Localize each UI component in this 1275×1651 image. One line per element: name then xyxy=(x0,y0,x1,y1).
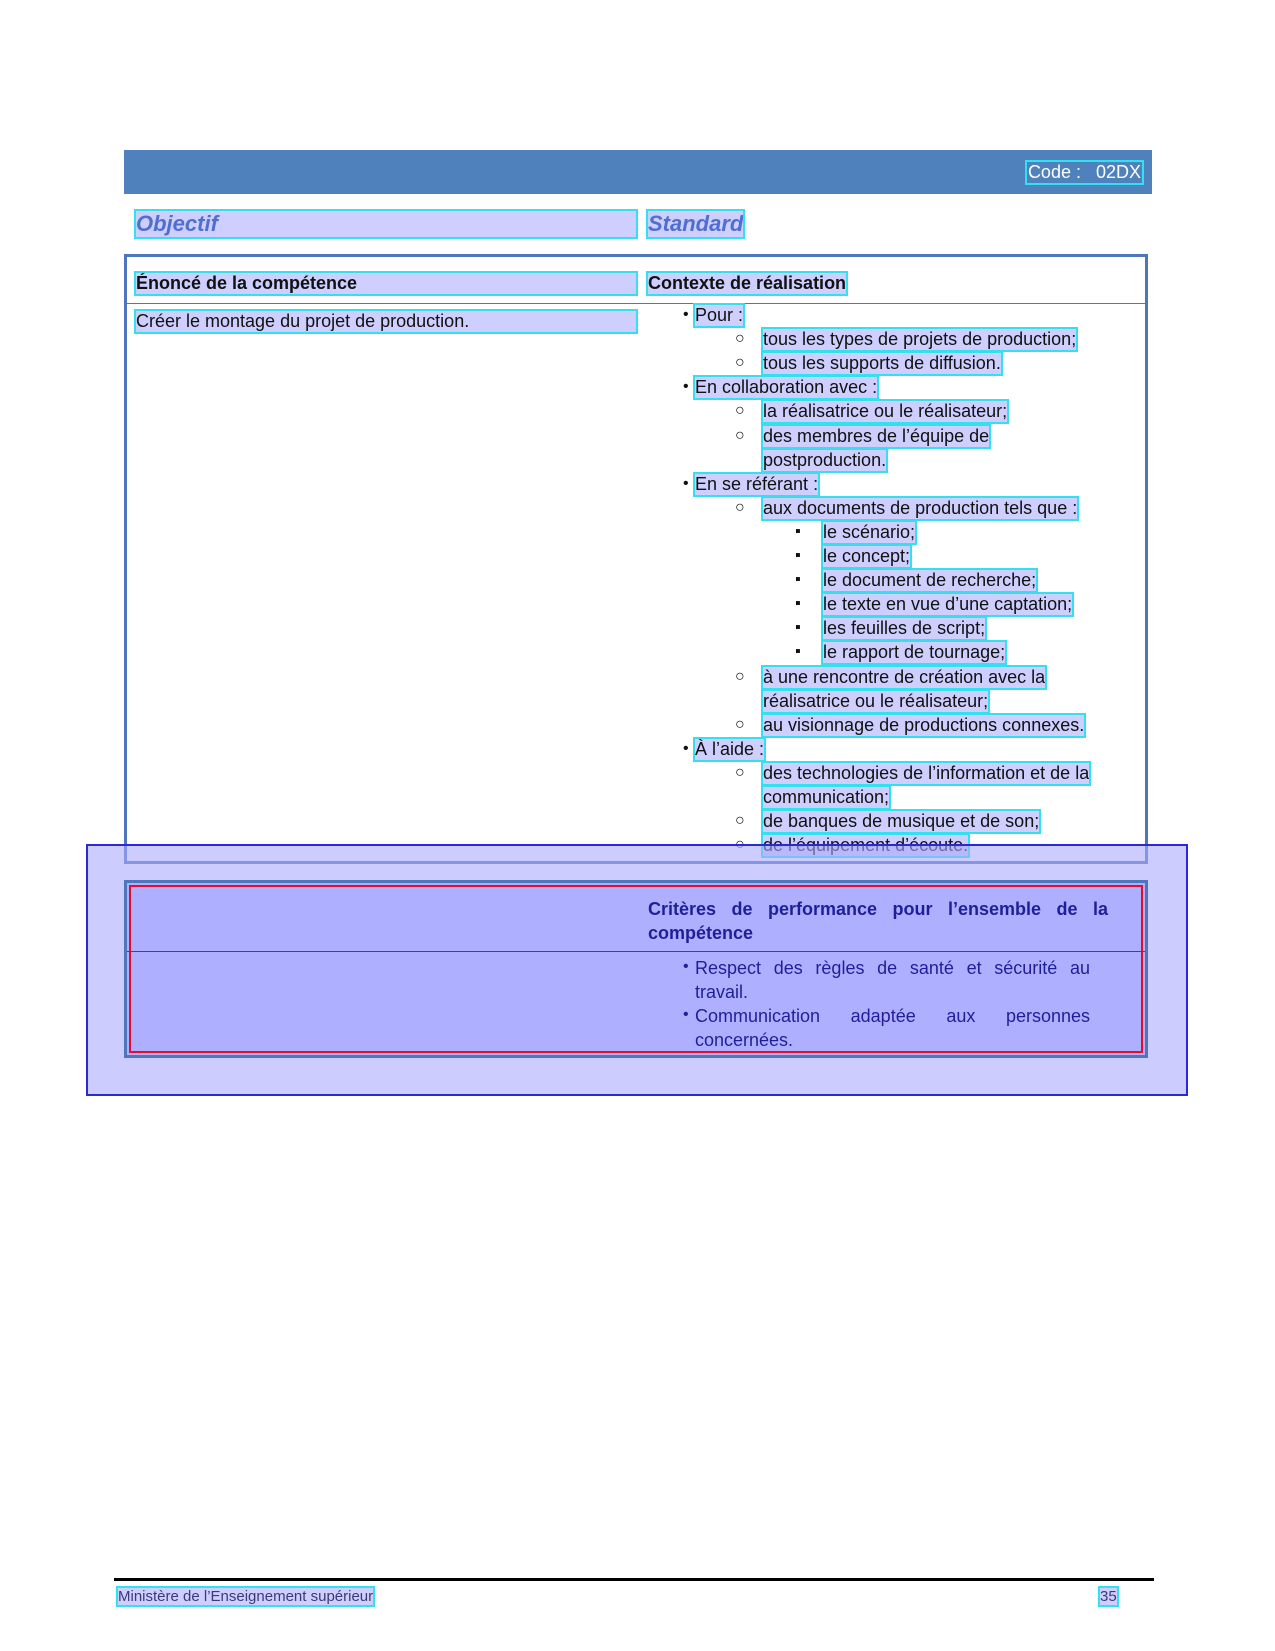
contexte-item: communication; xyxy=(763,787,890,807)
competence-table xyxy=(124,254,1148,864)
contexte-item: En collaboration avec : xyxy=(695,377,878,398)
footer-rule xyxy=(114,1578,1154,1581)
course-code: Code : 02DX xyxy=(1027,162,1141,182)
contexte-item: En se référant : xyxy=(695,473,819,494)
header-divider xyxy=(127,303,1145,304)
list-marker: • xyxy=(683,306,689,323)
list-marker: ▪ xyxy=(795,619,801,637)
list-marker: ▪ xyxy=(795,522,801,540)
header-bar xyxy=(124,150,1152,194)
list-marker: ○ xyxy=(735,667,745,685)
list-marker: • xyxy=(683,474,689,492)
criteria-item: Respect des règles de santé et sécurité au travail. xyxy=(695,958,1090,1002)
contexte-item: la réalisatrice ou le réalisateur; xyxy=(763,401,1008,422)
list-marker: • xyxy=(683,378,689,396)
list-marker: ○ xyxy=(735,715,745,733)
contexte-item: le concept; xyxy=(823,546,911,566)
contexte-item: le document de recherche; xyxy=(823,570,1037,591)
criteria-header: Critères de performance pour l’ensemble de la compétence xyxy=(648,899,1108,943)
column-header-enonce: Énoncé de la compétence xyxy=(136,273,636,294)
column-header-contexte: Contexte de réalisation xyxy=(648,273,847,293)
list-marker: ○ xyxy=(735,354,745,372)
contexte-item: aux documents de production tels que : xyxy=(763,497,1078,518)
contexte-item: le rapport de tournage; xyxy=(823,642,1006,663)
contexte-item: à une rencontre de création avec la xyxy=(763,666,1046,687)
contexte-item: de banques de musique et de son; xyxy=(763,811,1040,832)
contexte-item: tous les types de projets de production; xyxy=(763,329,1077,350)
contexte-item: tous les supports de diffusion. xyxy=(763,353,1001,374)
contexte-item: Pour : xyxy=(695,305,744,325)
contexte-item: réalisatrice ou le réalisateur; xyxy=(763,690,989,711)
section-title-standard: Standard xyxy=(648,211,744,236)
criteria-divider xyxy=(127,951,1145,952)
list-marker: ▪ xyxy=(795,547,801,564)
criteria-bullet: • xyxy=(683,958,689,975)
page-number: 35 xyxy=(1100,1588,1117,1605)
list-marker: ○ xyxy=(735,330,745,348)
contexte-item: des technologies de l’information et de la xyxy=(763,762,1090,783)
contexte-item: des membres de l’équipe de xyxy=(763,425,990,446)
list-marker: ▪ xyxy=(795,571,801,589)
list-marker: ▪ xyxy=(795,595,801,613)
contexte-item: le scénario; xyxy=(823,521,916,542)
contexte-item: les feuilles de script; xyxy=(823,618,986,639)
contexte-item: À l’aide : xyxy=(695,738,765,759)
list-marker: ○ xyxy=(735,498,745,516)
criteria-bullet: • xyxy=(683,1006,689,1023)
list-marker: ▪ xyxy=(795,643,801,661)
section-title-objectif: Objectif xyxy=(136,211,636,237)
contexte-item: le texte en vue d’une captation; xyxy=(823,594,1073,615)
list-marker: ○ xyxy=(735,402,745,420)
criteria-item: Communication adaptée aux personnes concernées. xyxy=(695,1006,1090,1050)
footer-ministry: Ministère de l’Enseignement supérieur xyxy=(118,1588,374,1605)
competence-statement: Créer le montage du projet de production. xyxy=(136,311,636,332)
list-marker: • xyxy=(683,739,689,757)
contexte-item: au visionnage de productions connexes. xyxy=(763,714,1085,735)
contexte-item: postproduction. xyxy=(763,449,887,470)
list-marker: ○ xyxy=(735,763,745,781)
list-marker: ○ xyxy=(735,812,745,830)
list-marker: ○ xyxy=(735,426,745,444)
criteria-table xyxy=(124,880,1148,1058)
